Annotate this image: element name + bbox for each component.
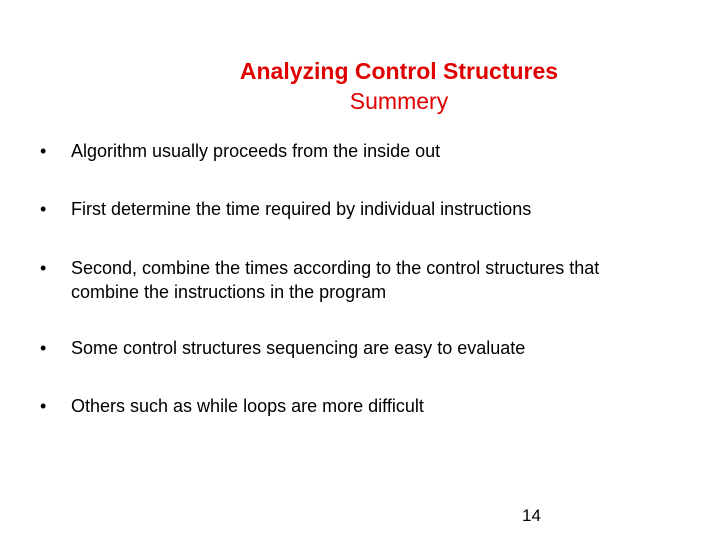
bullet-icon: • (40, 141, 47, 161)
bullet-icon: • (40, 396, 47, 416)
bullet-icon: • (40, 338, 47, 358)
bullet-icon: • (40, 199, 47, 219)
bullet-text: First determine the time required by individual instructions (71, 199, 532, 219)
slide-title: Analyzing Control Structures (239, 58, 559, 84)
bullet-item (30, 394, 690, 418)
bullet-text: Others such as while loops are more difficult (71, 396, 424, 416)
bullet-text: Algorithm usually proceeds from the inside out (71, 141, 441, 161)
bullet-item (30, 197, 690, 221)
bullet-text: Second, combine the times according to the control structures that combine the instructions in the program (71, 258, 600, 302)
bullet-item (30, 336, 690, 360)
title-block (0, 56, 720, 116)
bullet-icon: • (40, 258, 47, 278)
bullet-item (30, 139, 690, 163)
bullet-text: Some control structures sequencing are easy to evaluate (71, 338, 526, 358)
slide-subtitle: Summery (349, 88, 449, 114)
page-number: 14 (522, 506, 541, 525)
bullet-item (30, 256, 690, 304)
